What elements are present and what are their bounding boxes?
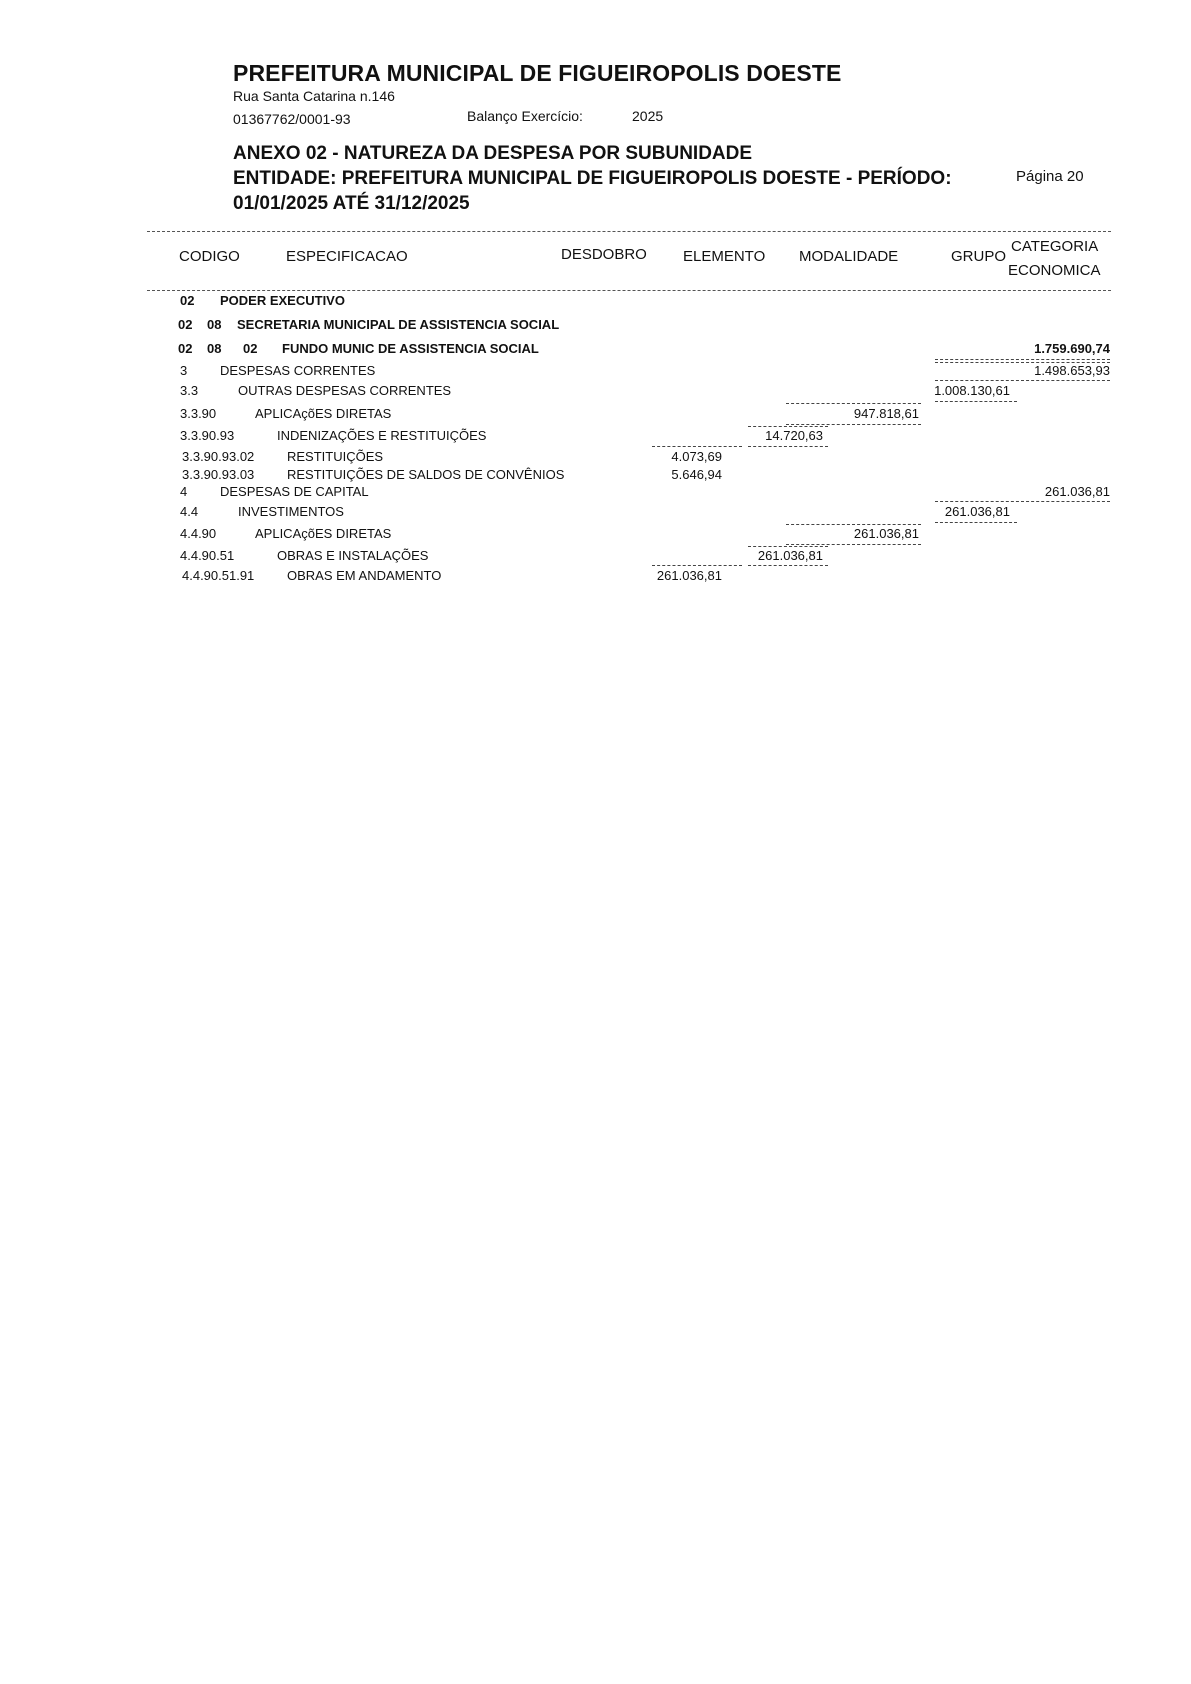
fundo-code-2: 08 — [207, 341, 222, 356]
row-code: 3.3 — [180, 383, 199, 398]
secretaria-name: SECRETARIA MUNICIPAL DE ASSISTENCIA SOCIAL — [237, 317, 560, 332]
grupo-underline — [935, 401, 1017, 402]
row-desc: OUTRAS DESPESAS CORRENTES — [238, 383, 452, 398]
row-value-modalidade: 947.818,61 — [853, 406, 919, 421]
organization-address: Rua Santa Catarina n.146 — [233, 88, 395, 104]
secretaria-code-2: 08 — [207, 317, 222, 332]
grupo-underline — [935, 380, 1110, 381]
row-desc: DESPESAS DE CAPITAL — [220, 484, 369, 499]
row-value-desdobro: 261.036,81 — [656, 568, 722, 583]
row-code: 3.3.90.93.02 — [182, 449, 255, 464]
elemento-underline — [748, 565, 828, 566]
row-value-modalidade: 261.036,81 — [853, 526, 919, 541]
row-code: 4.4.90 — [180, 526, 217, 541]
column-elemento: ELEMENTO — [683, 248, 766, 265]
row-desc: RESTITUIÇÕES — [287, 449, 384, 464]
fundo-code-1: 02 — [178, 341, 193, 356]
row-code: 4.4.90.51.91 — [182, 568, 255, 583]
row-code: 4.4 — [180, 504, 199, 519]
column-grupo: GRUPO — [951, 248, 1007, 265]
row-value-elemento: 261.036,81 — [757, 548, 823, 563]
row-code: 3.3.90.93.03 — [182, 467, 255, 482]
header-separator-top — [147, 231, 1111, 232]
row-value-desdobro: 4.073,69 — [671, 449, 722, 464]
balance-label: Balanço Exercício: — [467, 108, 583, 124]
column-modalidade: MODALIDADE — [799, 248, 899, 265]
report-period: 01/01/2025 ATÉ 31/12/2025 — [233, 193, 470, 214]
desdobro-underline — [652, 446, 742, 447]
modalidade-underline — [786, 403, 921, 404]
organization-name: PREFEITURA MUNICIPAL DE FIGUEIROPOLIS DOESTE — [233, 60, 842, 86]
secretaria-code-1: 02 — [178, 317, 193, 332]
desdobro-underline — [652, 565, 742, 566]
poder-code: 02 — [180, 293, 195, 308]
column-codigo: CODIGO — [179, 248, 240, 265]
row-code: 3.3.90.93 — [180, 428, 235, 443]
row-desc: RESTITUIÇÕES DE SALDOS DE CONVÊNIOS — [287, 467, 565, 482]
modalidade-underline — [786, 424, 921, 425]
row-code: 3.3.90 — [180, 406, 217, 421]
row-desc: OBRAS EM ANDAMENTO — [287, 568, 442, 583]
row-code: 3 — [180, 363, 188, 378]
row-desc: OBRAS E INSTALAÇÕES — [277, 548, 429, 563]
grupo-underline — [935, 522, 1017, 523]
header-separator-bottom — [147, 290, 1111, 291]
row-value-elemento: 14.720,63 — [765, 428, 823, 443]
row-code: 4 — [180, 484, 188, 499]
row-desc: DESPESAS CORRENTES — [220, 363, 376, 378]
page-number: Página 20 — [1016, 168, 1084, 185]
report-title: ANEXO 02 - NATUREZA DA DESPESA POR SUBUNIDADE — [233, 143, 753, 164]
row-desc: INDENIZAÇÕES E RESTITUIÇÕES — [277, 428, 487, 443]
row-desc: INVESTIMENTOS — [238, 504, 344, 519]
column-categoria-line1: CATEGORIA — [1011, 238, 1099, 255]
poder-name: PODER EXECUTIVO — [220, 293, 345, 308]
elemento-underline — [748, 546, 828, 547]
column-desdobro: DESDOBRO — [561, 246, 647, 263]
column-especificacao: ESPECIFICACAO — [286, 248, 408, 265]
row-value-grupo: 261.036,81 — [944, 504, 1010, 519]
row-value-desdobro: 5.646,94 — [671, 467, 722, 482]
row-value-categoria: 1.498.653,93 — [1034, 363, 1110, 378]
report-entity: ENTIDADE: PREFEITURA MUNICIPAL DE FIGUEIROPOLIS DOESTE - PERÍODO: — [233, 168, 952, 189]
modalidade-underline — [786, 544, 921, 545]
categoria-underline — [935, 501, 1110, 502]
row-value-categoria: 261.036,81 — [1044, 484, 1110, 499]
row-desc: APLICAçõES DIRETAS — [255, 526, 392, 541]
balance-year: 2025 — [632, 108, 664, 124]
modalidade-underline — [786, 524, 921, 525]
organization-cnpj: 01367762/0001-93 — [233, 111, 351, 127]
elemento-underline — [748, 426, 828, 427]
row-value-grupo: 1.008.130,61 — [934, 383, 1010, 398]
elemento-underline — [748, 446, 828, 447]
row-code: 4.4.90.51 — [180, 548, 235, 563]
fundo-name: FUNDO MUNIC DE ASSISTENCIA SOCIAL — [282, 341, 539, 356]
row-desc: APLICAçõES DIRETAS — [255, 406, 392, 421]
column-categoria-line2: ECONOMICA — [1008, 262, 1101, 279]
fundo-total: 1.759.690,74 — [1034, 341, 1110, 356]
fundo-code-3: 02 — [243, 341, 258, 356]
